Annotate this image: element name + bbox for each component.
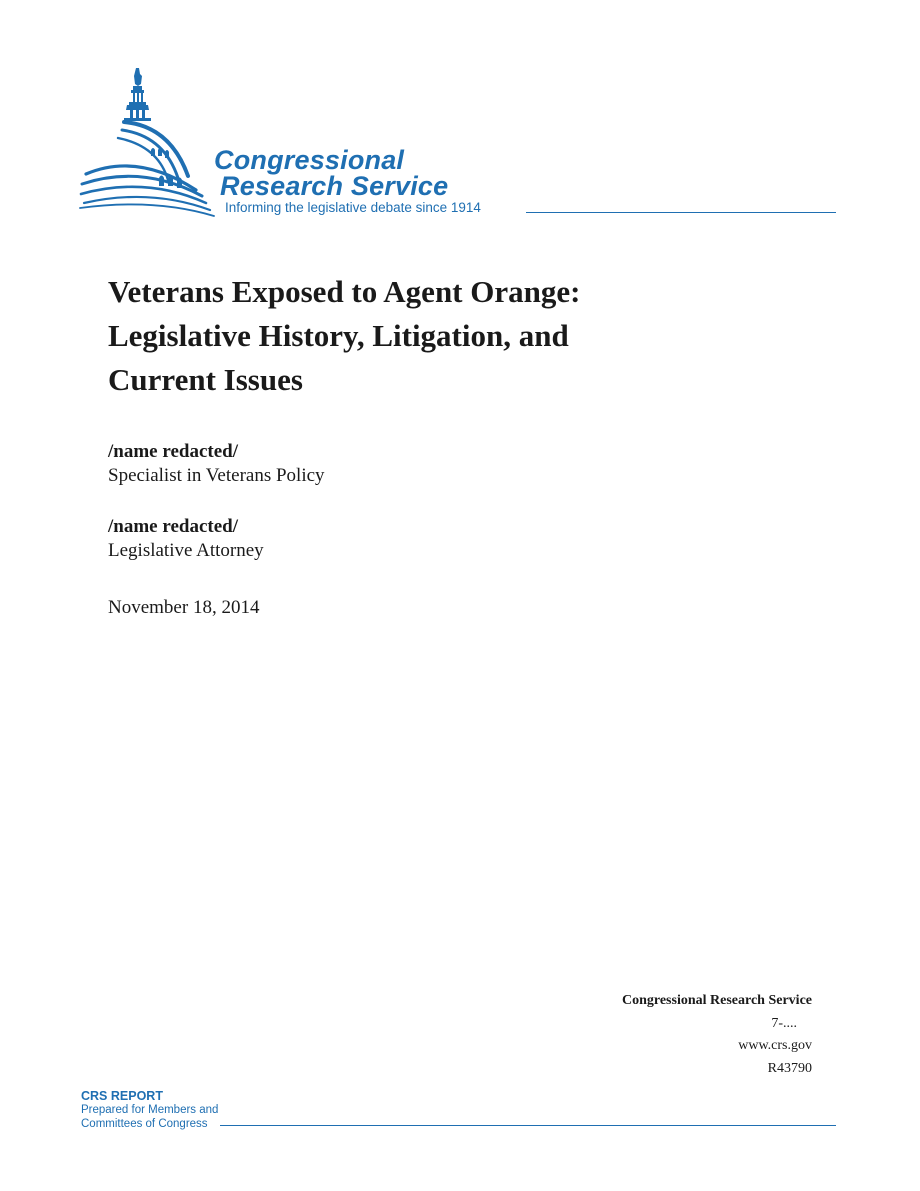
crs-phone: 7-.... <box>771 1015 797 1031</box>
author-name: /name redacted/ <box>108 441 238 462</box>
crs-website-link[interactable]: www.crs.gov <box>738 1038 812 1053</box>
logo-tagline: Informing the legislative debate since 1914 <box>225 200 481 215</box>
author-block <box>108 440 325 488</box>
report-title-line: Legislative History, Litigation, and <box>108 318 569 353</box>
author-role: Legislative Attorney <box>108 540 264 561</box>
report-title-line: Current Issues <box>108 362 303 397</box>
author-block <box>108 515 264 563</box>
author-name: /name redacted/ <box>108 516 238 537</box>
crs-info-block <box>622 990 812 1080</box>
report-title <box>108 270 728 402</box>
logo-text-research-service: Research Service <box>220 171 449 201</box>
capitol-dome-icon <box>78 66 218 218</box>
header-divider <box>526 212 836 213</box>
crs-org-name: Congressional Research Service <box>621 993 812 1008</box>
report-title-line: Veterans Exposed to Agent Orange: <box>108 274 581 309</box>
footer-divider <box>220 1125 836 1126</box>
footer-line: Committees of Congress <box>81 1118 208 1130</box>
author-role: Specialist in Veterans Policy <box>108 465 325 486</box>
report-date: November 18, 2014 <box>108 597 260 618</box>
logo-text-congressional: Congressional <box>214 145 405 175</box>
report-number: R43790 <box>767 1060 812 1076</box>
footer-block <box>81 1089 218 1131</box>
footer-report-label: CRS REPORT <box>81 1089 163 1103</box>
footer-line: Prepared for Members and <box>81 1104 219 1116</box>
